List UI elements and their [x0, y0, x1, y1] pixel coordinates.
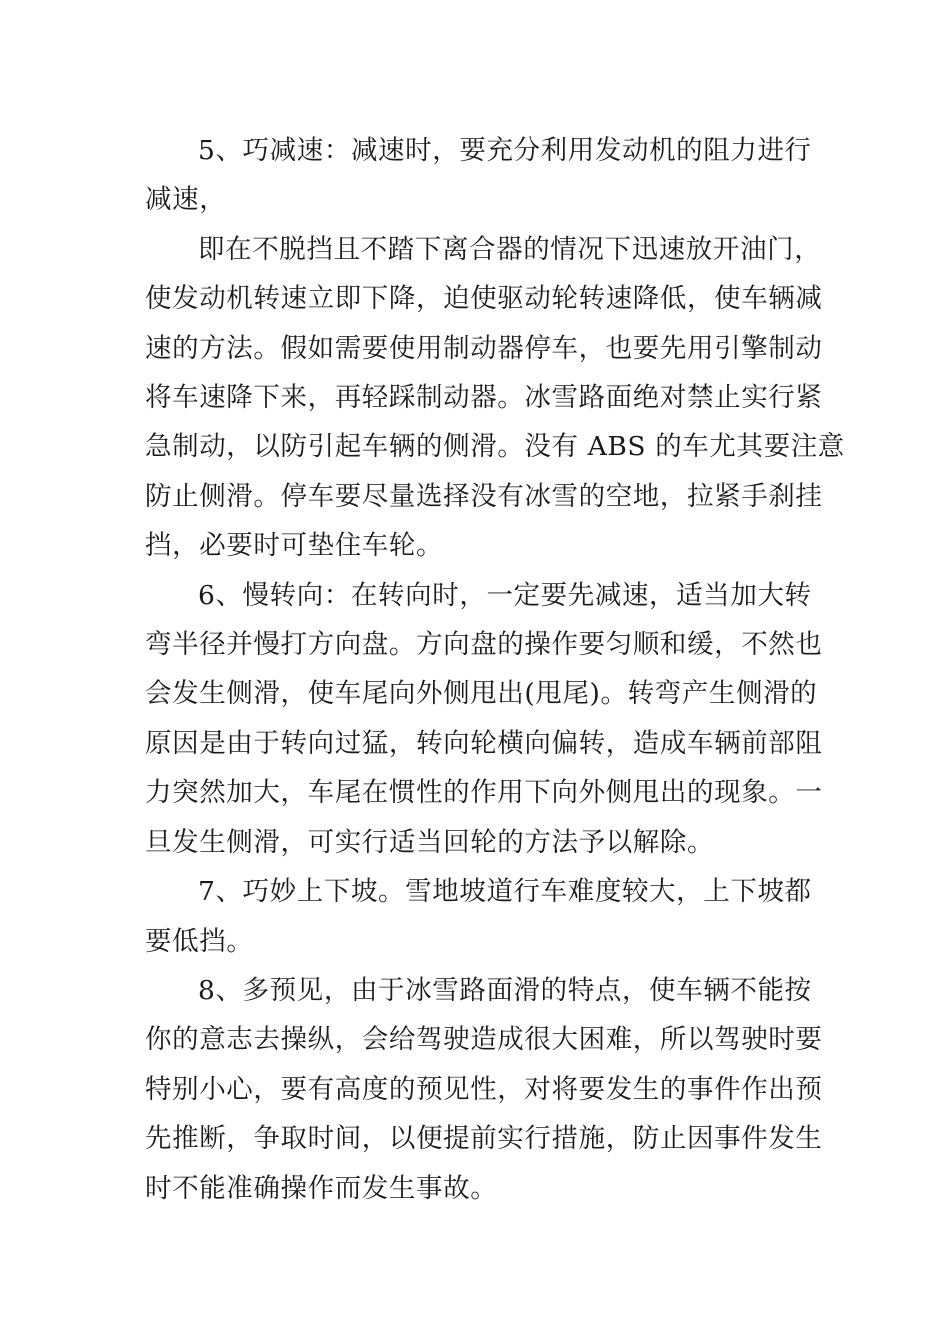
paragraph-7-slopes: [145, 867, 810, 966]
text-line: 减速，: [145, 184, 227, 216]
text-line: 时不能准确操作而发生事故。: [145, 1172, 498, 1204]
text-line: 6、慢转向：在转向时，一定要先减速，适当加大转: [198, 579, 812, 611]
paragraph-engine-braking: [145, 225, 845, 571]
text-line: 力突然加大，车尾在惯性的作用下向外侧甩出的现象。一: [145, 777, 823, 809]
paragraph-5-deceleration: [145, 126, 810, 225]
text-line: 要低挡。: [145, 925, 254, 957]
text-line: 特别小心，要有高度的预见性，对将要发生的事件作出预: [145, 1073, 823, 1105]
text-line: 5、巧减速：减速时，要充分利用发动机的阻力进行: [198, 135, 812, 166]
text-line: 急制动，以防引起车辆的侧滑。没有 ABS 的车尤其要注意: [145, 431, 845, 463]
paragraph-8-foresight: [145, 966, 823, 1213]
text-line: 旦发生侧滑，可实行适当回轮的方法予以解除。: [145, 826, 715, 858]
document-body: [145, 126, 845, 1213]
text-line: 先推断，争取时间，以便提前实行措施，防止因事件发生: [145, 1123, 823, 1155]
text-line: 8、多预见，由于冰雪路面滑的特点，使车辆不能按: [198, 974, 812, 1006]
text-line: 7、巧妙上下坡。雪地坡道行车难度较大，上下坡都: [198, 876, 812, 908]
text-line: 防止侧滑。停车要尽量选择没有冰雪的空地，拉紧手刹挂: [145, 480, 823, 512]
text-line: 挡，必要时可垫住车轮。: [145, 530, 444, 562]
paragraph-6-slow-turning: [145, 571, 823, 867]
text-line: 将车速降下来，再轻踩制动器。冰雪路面绝对禁止实行紧: [145, 382, 823, 414]
text-line: 会发生侧滑，使车尾向外侧甩出(甩尾)。转弯产生侧滑的: [145, 678, 818, 710]
text-line: 使发动机转速立即下降，迫使驱动轮转速降低，使车辆减: [145, 283, 823, 315]
text-line: 速的方法。假如需要使用制动器停车，也要先用引擎制动: [145, 332, 823, 364]
text-line: 即在不脱挡且不踏下离合器的情况下迅速放开油门，: [198, 233, 822, 265]
text-line: 你的意志去操纵，会给驾驶造成很大困难，所以驾驶时要: [145, 1024, 823, 1056]
text-line: 原因是由于转向过猛，转向轮横向偏转，造成车辆前部阻: [145, 727, 823, 759]
text-line: 弯半径并慢打方向盘。方向盘的操作要匀顺和缓，不然也: [145, 629, 823, 661]
